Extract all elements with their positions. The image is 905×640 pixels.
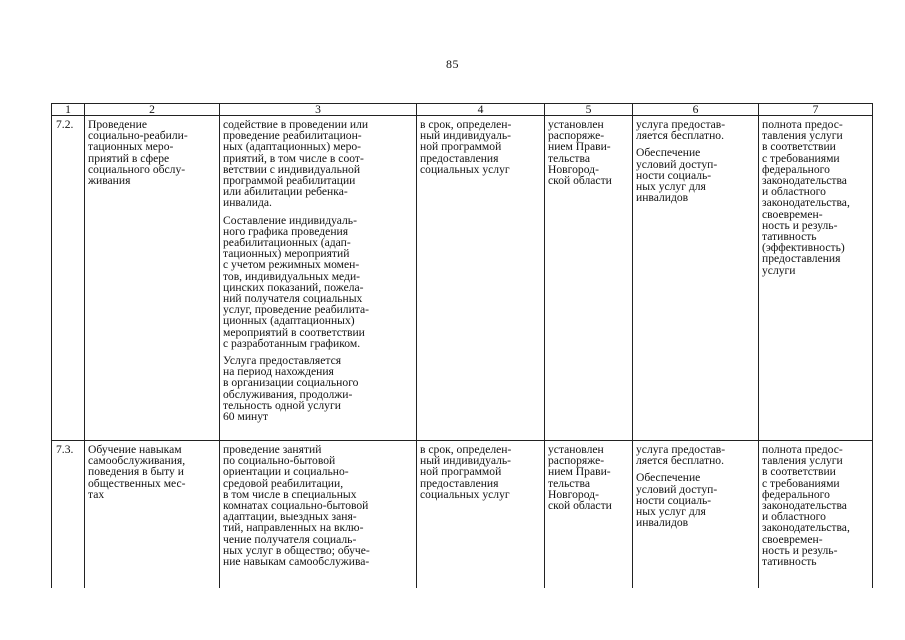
cell-line: ний получателя социальных <box>223 292 363 306</box>
content-paragraph <box>223 444 414 567</box>
row-number-cell <box>52 441 85 589</box>
column-number: 2 <box>85 104 220 116</box>
cell-line: в организации социального <box>223 376 359 390</box>
service-content-cell <box>220 116 417 441</box>
cell-line: ской области <box>548 499 612 513</box>
cell-line: нием Прави- <box>548 140 611 154</box>
cell-line: ных услуг для <box>636 505 706 519</box>
cell-line: ного графика проведения <box>223 224 349 238</box>
cell-line: полнота предос- <box>762 118 843 131</box>
cell-line: самообслуживания, <box>88 454 186 468</box>
cell-line: Составление индивидуаль- <box>223 213 357 227</box>
cell-line: с учетом режимных момен- <box>223 258 360 272</box>
established-cell <box>545 116 633 441</box>
cell-line: обслуживания, продолжи- <box>223 387 353 401</box>
content-paragraph <box>223 355 414 422</box>
cell-line: социального обслу- <box>88 162 186 176</box>
cell-line: тельства <box>548 476 590 490</box>
term-cell <box>417 441 545 589</box>
conditions-paragraph <box>636 444 756 466</box>
cell-line: установлен <box>548 118 604 131</box>
cell-line: мероприятий в соответствии <box>223 325 365 339</box>
column-number: 4 <box>417 104 545 116</box>
cell-line: ный индивидуаль- <box>420 454 512 468</box>
cell-line: услуг, проведение реабилита- <box>223 303 370 317</box>
cell-line: в срок, определен- <box>420 118 512 131</box>
established-cell <box>545 441 633 589</box>
cell-line: тационных меро- <box>88 140 174 154</box>
cell-line: законодательства <box>762 174 847 188</box>
cell-line: приятий, в том числе в соот- <box>223 151 364 165</box>
conditions-cell <box>633 441 759 589</box>
cell-line: законодательства, <box>762 196 850 210</box>
column-number: 3 <box>220 104 417 116</box>
cell-line: услуга предостав- <box>636 443 726 456</box>
cell-line: поведения в быту и <box>88 465 184 479</box>
cell-line: с требованиями <box>762 476 840 490</box>
service-name-cell <box>85 441 220 589</box>
cell-line: с разработанным графиком. <box>223 336 361 350</box>
cell-line: приятий в сфере <box>88 151 170 165</box>
cell-line: ный индивидуаль- <box>420 129 512 143</box>
cell-line: своевремен- <box>762 207 823 221</box>
cell-line: 60 минут <box>223 410 269 424</box>
cell-line: своевремен- <box>762 532 823 546</box>
cell-line: услуги <box>762 263 796 277</box>
cell-line: адаптации, выездных заня- <box>223 510 357 524</box>
cell-line: ных (адаптационных) меро- <box>223 140 362 154</box>
cell-line: тах <box>88 487 105 501</box>
cell-line: в срок, определен- <box>420 443 512 456</box>
cell-line: тативность <box>762 555 817 569</box>
cell-line: в том числе в специальных <box>223 487 357 501</box>
column-number: 5 <box>545 104 633 116</box>
cell-line: с требованиями <box>762 151 840 165</box>
table-row <box>52 441 873 589</box>
column-number: 7 <box>759 104 873 116</box>
row-number: 7.3. <box>56 443 74 456</box>
cell-line: законодательства, <box>762 521 850 535</box>
cell-line: тельства <box>548 151 590 165</box>
cell-line: предоставления <box>420 476 499 490</box>
cell-line: распоряже- <box>548 129 605 143</box>
cell-line: социальных услуг <box>420 487 510 501</box>
cell-line: ние навыкам самообслужива- <box>223 555 370 569</box>
cell-line: федерального <box>762 487 830 501</box>
cell-line: в соответствии <box>762 140 836 154</box>
column-number: 6 <box>633 104 759 116</box>
cell-line: Услуга предоставляется <box>223 354 342 368</box>
cell-line: цинских показаний, пожела- <box>223 280 364 294</box>
cell-line: инвалидов <box>636 516 689 530</box>
cell-line: Обеспечение <box>636 146 701 160</box>
cell-line: Проведение <box>88 118 147 131</box>
indicators-cell <box>759 116 873 441</box>
cell-line: условий доступ- <box>636 157 718 171</box>
cell-line: ской области <box>548 174 612 188</box>
conditions-paragraph <box>636 147 756 203</box>
conditions-paragraph <box>636 119 756 141</box>
conditions-cell <box>633 116 759 441</box>
cell-line: инвалидов <box>636 191 689 205</box>
cell-line: распоряже- <box>548 454 605 468</box>
cell-line: или абилитации ребенка- <box>223 185 348 199</box>
cell-line: программой реабилитации <box>223 174 356 188</box>
cell-line: ных услуг для <box>636 180 706 194</box>
cell-line: чение получателя социаль- <box>223 532 357 546</box>
cell-line: тавления услуги <box>762 129 843 143</box>
cell-line: ляется бесплатно. <box>636 454 724 468</box>
cell-line: тационных) мероприятий <box>223 247 350 261</box>
cell-line: Обучение навыкам <box>88 443 182 456</box>
cell-line: социально-реабили- <box>88 129 188 143</box>
cell-line: проведение реабилитацион- <box>223 129 362 143</box>
service-content-cell <box>220 441 417 589</box>
cell-line: полнота предос- <box>762 443 843 456</box>
cell-line: (эффективность) <box>762 241 845 255</box>
cell-line: условий доступ- <box>636 482 718 496</box>
cell-line: инвалида. <box>223 196 272 210</box>
cell-line: и областного <box>762 185 826 199</box>
cell-line: тативность <box>762 230 817 244</box>
cell-line: законодательства <box>762 499 847 513</box>
cell-line: в соответствии <box>762 465 836 479</box>
cell-line: ности социаль- <box>636 493 712 507</box>
cell-line: и областного <box>762 510 826 524</box>
cell-line: ной программой <box>420 140 502 154</box>
cell-line: содействие в проведении или <box>223 118 369 131</box>
cell-line: тов, индивидуальных меди- <box>223 269 361 283</box>
cell-line: установлен <box>548 443 604 456</box>
cell-line: ветствии с индивидуальной <box>223 162 361 176</box>
cell-line: ность и резуль- <box>762 543 838 557</box>
term-cell <box>417 116 545 441</box>
cell-line: реабилитационных (адап- <box>223 236 351 250</box>
table-row <box>52 116 873 441</box>
cell-line: тавления услуги <box>762 454 843 468</box>
cell-line: ности социаль- <box>636 168 712 182</box>
cell-line: общественных мес- <box>88 476 186 490</box>
cell-line: Новгород- <box>548 162 599 176</box>
cell-line: ляется бесплатно. <box>636 129 724 143</box>
content-paragraph <box>223 119 414 209</box>
service-name-cell <box>85 116 220 441</box>
column-number-row <box>52 104 873 116</box>
cell-line: Новгород- <box>548 487 599 501</box>
cell-line: Обеспечение <box>636 471 701 485</box>
cell-line: ность и резуль- <box>762 218 838 232</box>
cell-line: живания <box>88 174 131 188</box>
cell-line: по социально-бытовой <box>223 454 336 468</box>
cell-line: комнатах социально-бытовой <box>223 499 369 513</box>
cell-line: нием Прави- <box>548 465 611 479</box>
cell-line: средовой реабилитации, <box>223 476 344 490</box>
services-table <box>51 103 873 588</box>
cell-line: ных услуг в общество; обуче- <box>223 543 370 557</box>
cell-line: проведение занятий <box>223 443 322 456</box>
cell-line: ориентации и социально- <box>223 465 349 479</box>
content-paragraph <box>223 215 414 349</box>
cell-line: предоставления <box>762 252 841 266</box>
cell-line: на период нахождения <box>223 365 334 379</box>
cell-line: услуга предостав- <box>636 118 726 131</box>
cell-line: тельность одной услуги <box>223 398 341 412</box>
cell-line: социальных услуг <box>420 162 510 176</box>
column-number: 1 <box>52 104 85 116</box>
page-number: 85 <box>446 57 459 71</box>
cell-line: тий, направленных на вклю- <box>223 521 364 535</box>
row-number: 7.2. <box>56 118 74 131</box>
cell-line: ционных (адаптационных) <box>223 314 355 328</box>
row-number-cell <box>52 116 85 441</box>
cell-line: предоставления <box>420 151 499 165</box>
cell-line: федерального <box>762 162 830 176</box>
cell-line: ной программой <box>420 465 502 479</box>
indicators-cell <box>759 441 873 589</box>
conditions-paragraph <box>636 472 756 528</box>
